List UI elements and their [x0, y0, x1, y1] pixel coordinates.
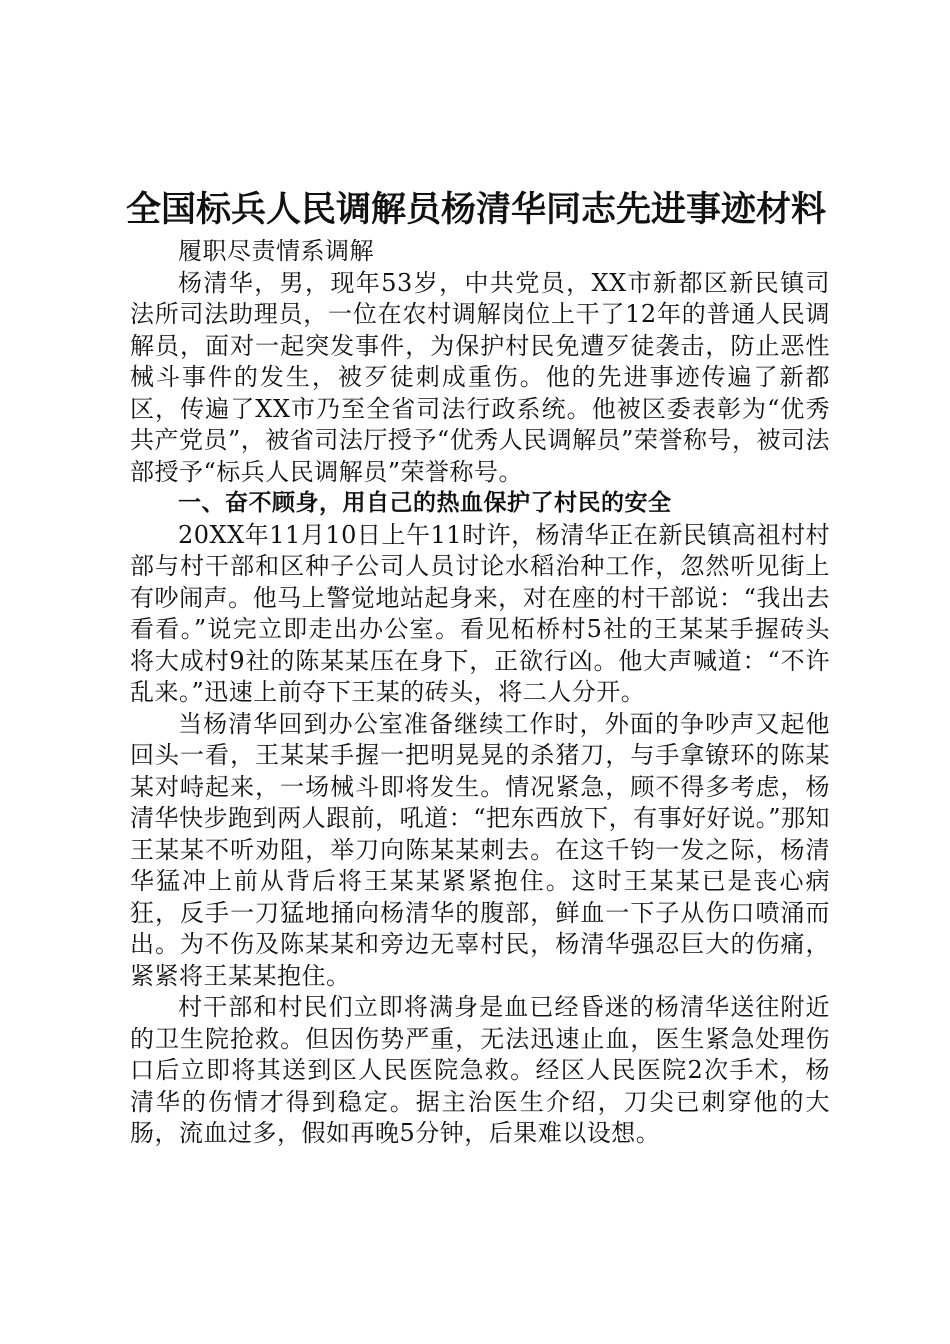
section-heading: 一、奋不顾身，用自己的热血保护了村民的安全 [178, 490, 672, 516]
document-title: 全国标兵人民调解员杨清华同志先进事迹材料 [126, 189, 827, 230]
section-paragraph-3: 村干部和村民们立即将满身是血已经昏迷的杨清华送往附近的卫生院抢救。但因伤势严重，无法迅速止血，医生紧急处理伤口后立即将其送到区人民医院急救。经区人民医院2次手术，杨清华的伤情才得到稳定。据主治医生介绍，刀尖已刺穿他的大肠，流血过多，假如再晚5分钟，后果难以设想。 [130, 993, 830, 1147]
document-page [126, 186, 830, 1150]
document-subtitle: 履职尽责情系调解 [178, 237, 374, 265]
intro-paragraph: 杨清华，男，现年53岁，中共党员，XX市新都区新民镇司法所司法助理员，一位在农村调解岗位上干了12年的普通人民调解员，面对一起突发事件，为保护村民免遭歹徒袭击，防止恶性械斗事件的发生，被歹徒刺成重伤。他的先进事迹传遍了新都区，传遍了XX市乃至全省司法行政系统。他被区委表彰为“优秀共产党员”，被省司法厅授予“优秀人民调解员”荣誉称号，被司法部授予“标兵人民调解员”荣誉称号。 [130, 268, 830, 486]
section-paragraph-2: 当杨清华回到办公室准备继续工作时，外面的争吵声又起他回头一看，王某某手握一把明晃晃的杀猪刀，与手拿镣环的陈某某对峙起来，一场械斗即将发生。情况紧急，顾不得多考虑，杨清华快步跑到两人跟前，吼道：“把东西放下，有事好好说。”那知王某某不听劝阻，举刀向陈某某刺去。在这千钧一发之际，杨清华猛冲上前从背后将王某某紧紧抱住。这时王某某已是丧心病狂，反手一刀猛地捅向杨清华的腹部，鲜血一下子从伤口喷涌而出。为不伤及陈某某和旁边无辜村民，杨清华强忍巨大的伤痛，紧紧将王某某抱住。 [130, 709, 830, 990]
section-paragraph-1: 20XX年11月10日上午11时许，杨清华正在新民镇高祖村村部与村干部和区种子公司人员讨论水稻治种工作，忽然听见街上有吵闹声。他马上警觉地站起身来，对在座的村干部说：“我出去看看。”说完立即走出办公室。看见柘桥村5社的王某某手握砖头将大成村9社的陈某某压在身下，正欲行凶。他大声喊道：“不许乱来。”迅速上前夺下王某的砖头，将二人分开。 [130, 520, 830, 706]
